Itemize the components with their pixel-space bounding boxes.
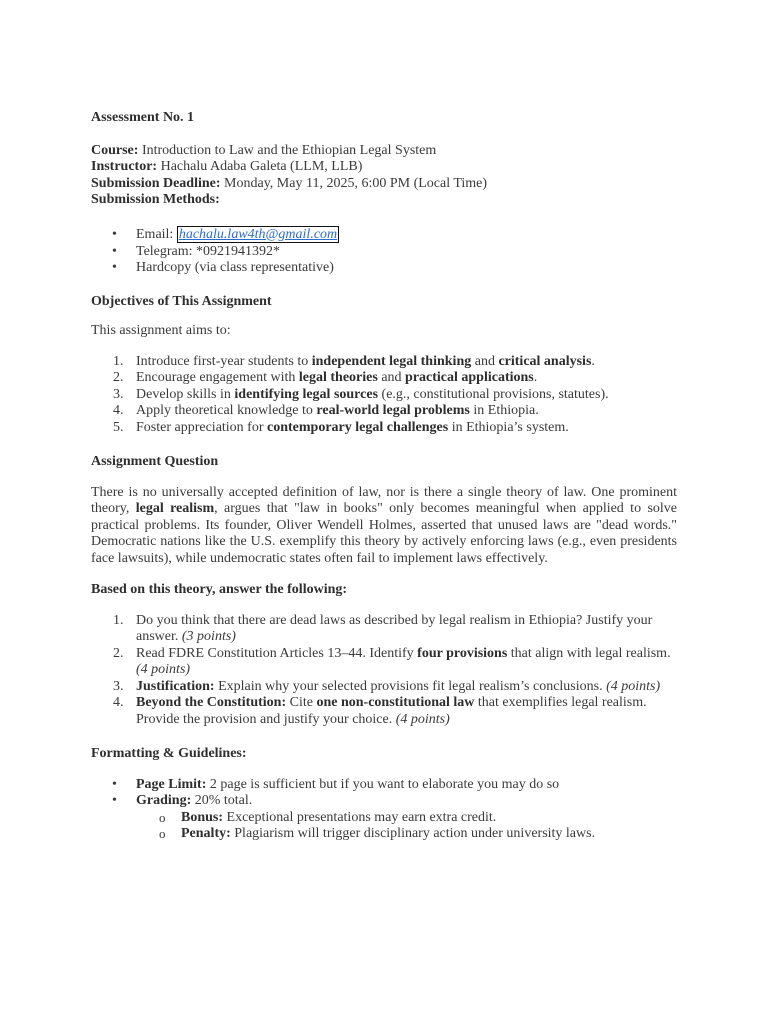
instructor-label: Instructor:: [91, 159, 158, 174]
instructor-line: [91, 159, 677, 176]
course-label: Course:: [91, 142, 139, 158]
item-bold: practical applications: [405, 370, 534, 385]
item-text: in Ethiopia.: [469, 403, 539, 418]
bonus-value: Exceptional presentations may earn extra credit.: [223, 809, 497, 825]
email-link[interactable]: hachalu.law4th@gmail.com: [178, 226, 338, 242]
instructor-value: Hachalu Adaba Galeta (LLM, LLB): [157, 159, 363, 174]
methods-heading: [91, 192, 677, 209]
paragraph-text: , argues that "law in books" only becomes meaningful when applied to solve practical problems. Its founder, Oliver Wendell Holmes, asserted that unused laws are "dead words." Democratic nations like the U.S. exemplify this theory by actively enforcing laws (e.g., even presidents face lawsuits), while undemocratic states often fail to implement laws effectively.: [91, 501, 677, 566]
list-item: [91, 810, 677, 827]
item-number: 2.: [113, 645, 124, 661]
page-limit-value: 2 page is sufficient but if you want to elaborate you may do so: [206, 776, 560, 792]
item-text: in Ethiopia’s system.: [448, 419, 569, 435]
item-text: Do you think that there are dead laws as described by legal realism in Ethiopia? Justify your answer.: [136, 612, 653, 644]
item-number: 3.: [113, 678, 124, 694]
paragraph-bold: legal realism: [135, 501, 215, 516]
list-item: [91, 613, 677, 646]
formatting-list: [91, 777, 677, 843]
item-number: 1.: [113, 353, 124, 369]
bonus-label: Bonus:: [181, 809, 224, 825]
list-item: [91, 387, 677, 404]
item-text: Foster appreciation for: [136, 419, 268, 435]
item-bold: four provisions: [417, 645, 508, 661]
list-item: [91, 244, 677, 261]
list-item: [91, 793, 677, 843]
question-heading: Assignment Question: [91, 454, 219, 469]
item-text: that align with legal realism.: [507, 645, 671, 661]
question-prompt: Based on this theory, answer the following:: [91, 582, 348, 597]
grading-sublist: [91, 810, 677, 843]
item-text: that exemplifies legal realism. Provide the provision and justify your choice.: [136, 695, 647, 727]
item-points: (4 points): [136, 662, 191, 677]
list-item: [91, 420, 677, 437]
telegram-text: Telegram: *0921941392*: [136, 243, 281, 259]
list-item: [91, 646, 677, 679]
item-lead: Beyond the Constitution:: [136, 695, 287, 710]
item-text: and: [377, 370, 406, 385]
list-item: [91, 260, 677, 277]
course-line: [91, 143, 677, 160]
penalty-label: Penalty:: [181, 826, 231, 841]
paragraph-text: There is no universally accepted definition of law, nor is there a single theory of law. One prominent theory,: [91, 484, 677, 516]
questions-list: [91, 613, 677, 729]
item-bold: critical analysis: [498, 353, 592, 369]
item-text: Introduce first-year students to: [136, 353, 312, 369]
list-item: [91, 826, 677, 843]
item-bold: legal theories: [298, 370, 378, 385]
item-number: 2.: [113, 370, 124, 385]
item-text: Apply theoretical knowledge to: [136, 403, 317, 418]
item-bold: one non-constitutional law: [316, 695, 475, 710]
list-item: [91, 695, 677, 728]
page-limit-label: Page Limit:: [136, 776, 207, 792]
item-points: (4 points): [606, 678, 661, 694]
item-number: 3.: [113, 386, 124, 402]
item-text: and: [471, 353, 499, 369]
question-paragraph: [91, 485, 677, 568]
item-lead: Justification:: [136, 678, 215, 694]
course-meta: [91, 143, 677, 209]
item-number: 1.: [113, 612, 124, 628]
item-points: (3 points): [181, 629, 236, 644]
item-number: 4.: [113, 695, 124, 710]
item-number: 5.: [113, 419, 124, 435]
deadline-label: Submission Deadline:: [91, 175, 221, 191]
item-bold: independent legal thinking: [311, 353, 472, 369]
item-bold: contemporary legal challenges: [267, 419, 449, 435]
objectives-list: [91, 354, 677, 437]
item-text: .: [533, 370, 538, 385]
document-page: [91, 110, 677, 843]
deadline-value: Monday, May 11, 2025, 6:00 PM (Local Time): [220, 175, 488, 191]
item-text: Explain why your selected provisions fit legal realism’s conclusions.: [214, 678, 607, 694]
methods-label: Submission Methods:: [91, 192, 220, 207]
item-bold: identifying legal sources: [234, 386, 379, 402]
item-text: Develop skills in: [136, 386, 235, 402]
course-value: Introduction to Law and the Ethiopian Legal System: [138, 142, 437, 158]
list-item: [91, 679, 677, 696]
assessment-title: Assessment No. 1: [91, 110, 195, 125]
item-number: 4.: [113, 403, 124, 418]
objectives-heading: Objectives of This Assignment: [91, 293, 272, 309]
item-bold: real-world legal problems: [316, 403, 470, 418]
objectives-intro: This assignment aims to:: [91, 323, 231, 338]
penalty-value: Plagiarism will trigger disciplinary action under university laws.: [230, 826, 596, 841]
email-label: Email:: [136, 226, 177, 242]
item-text: Encourage engagement with: [136, 370, 299, 385]
list-item: [91, 370, 677, 387]
item-text: (e.g., constitutional provisions, statutes).: [378, 386, 609, 402]
deadline-line: [91, 176, 677, 193]
formatting-heading: Formatting & Guidelines:: [91, 746, 247, 761]
item-text: .: [591, 353, 595, 369]
list-item: [91, 225, 677, 244]
item-text: Cite: [286, 695, 317, 710]
hardcopy-text: Hardcopy (via class representative): [136, 260, 334, 275]
item-points: (4 points): [395, 711, 450, 727]
submission-methods-list: [91, 225, 677, 277]
list-item: [91, 354, 677, 371]
grading-label: Grading:: [136, 793, 192, 808]
list-item: [91, 403, 677, 420]
grading-value: 20% total.: [191, 793, 253, 808]
list-item: [91, 777, 677, 794]
item-text: Read FDRE Constitution Articles 13–44. Identify: [136, 645, 418, 661]
